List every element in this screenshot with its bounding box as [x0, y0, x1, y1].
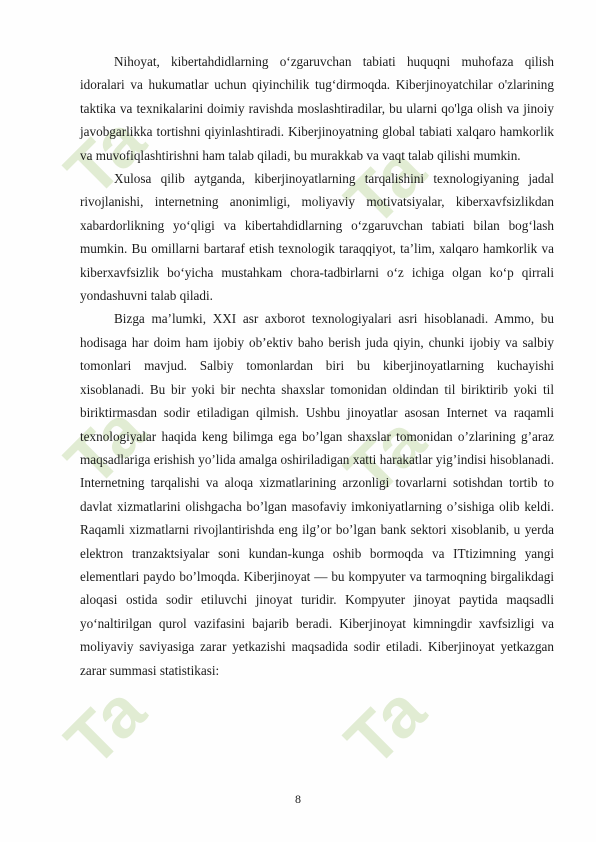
svg-text:Ta: Ta	[330, 401, 440, 511]
paragraph-1: Nihoyat, kibertahdidlarning oʻzgaruvchan tabiati huquqni muhofaza qilish idoralari va hukumatlar uchun qiyinchilik tugʻdirmoqda. Kiberjinoyatchilar o'zlarining taktika va texnikalarini doimiy ravishda moslashtiradilar, bu ularni qo'lga olish va jinoiy javobgarlikka tortishni qiyinlashtiradi. Kiberjinoyatning global tabiati xalqaro hamkorlik va muvofiqlashtirishni ham talab qiladi, bu murakkab va vaqt talab qilishi mumkin.	[80, 54, 554, 163]
svg-text:Ta: Ta	[50, 101, 160, 211]
page-number: 8	[295, 792, 301, 806]
paragraph-2: Xulosa qilib aytganda, kiberjinoyatlarning tarqalishini texnologiyaning jadal rivojlanishi, internetning anonimligi, moliyaviy motivatsiyalar, kiberxavfsizlikdan xabardorlikning yoʻqligi va kibertahdidlarning oʻzgaruvchan tabiati bilan bogʻlash mumkin. Bu omillarni bartaraf etish texnologik taraqqiyot, taʼlim, xalqaro hamkorlik va kiberxavfsizlik boʻyicha mustahkam chora-tadbirlarni oʻz ichiga olgan koʻp qirrali yondashuvni talab qiladi.	[80, 171, 554, 304]
svg-text:Ta: Ta	[50, 391, 160, 501]
svg-text:Ta: Ta	[50, 671, 160, 781]
paragraph-3: Bizga maʼlumki, XXI asr axborot texnologiyalari asri hisoblanadi. Ammo, bu hodisaga har doim ham ijobiy obʼektiv baho berish juda qiyin, chunki ijobiy va salbiy tomonlari mavjud. Salbiy tomonlardan biri bu kiberjinoyatlarning kuchayishi xisoblanadi. Bu bir yoki bir nechta shaxslar tomonidan oldindan til biriktirib yoki til biriktirmasdan sodir etiladigan qilmish. Ushbu jinoyatlar asosan Internet va raqamli texnologiyalar haqida keng bilimga ega boʼlgan shaxslar tomonidan oʼzlarining gʼaraz maqsadlariga erishish yoʼlida amalga oshiriladigan xatti harakatlar yigʼindisi hisoblanadi. Internetning tarqalishi va aloqa xizmatlarining arzonligi tovarlarni sotishdan tortib to davlat xizmatlarini olishgacha boʼlgan masofaviy imkoniyatlarning oʼsishiga olib keldi. Raqamli xizmatlarni rivojlantirishda eng ilgʼor boʼlgan bank sektori xisoblanib, u yerda elektron tranzaktsiyalar soni kundan-kunga oshib bormoqda va ITtizimning yangi elementlari paydo boʼlmoqda. Kiberjinoyat — bu kompyuter va tarmoqning birgalikdagi aloqasi ostida sodir etiluvchi jinoyat turidir. Kompyuter jinoyat paytida maqsadli yoʻnaltirilgan qurol vazifasini bajarib beradi. Kiberjinoyat kimningdir xavfsizligi va moliyaviy saviyasiga zarar yetkazishi maqsadida sodir etiladi. Kiberjinoyat yetkazgan zarar summasi statistikasi:	[80, 311, 554, 678]
svg-text:Ta: Ta	[330, 671, 440, 781]
body-text	[80, 50, 554, 682]
svg-text:Ta: Ta	[330, 131, 440, 241]
